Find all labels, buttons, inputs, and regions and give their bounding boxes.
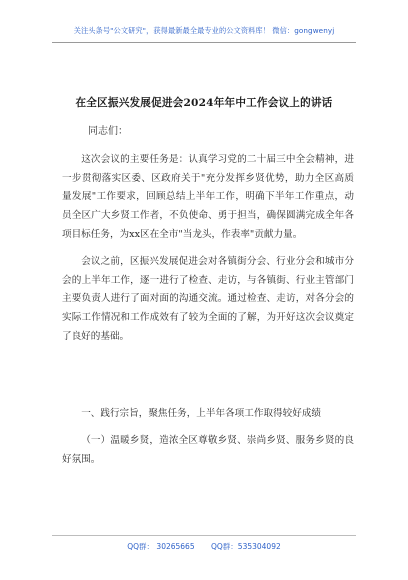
header-note: 关注头条号"公文研究"，获得最新最全最专业的公文资料库！ 微信：gongwenyj [73, 26, 335, 35]
paragraph-2: 会议之前，区振兴发展促进会对各镇街分会、行业分会和城市分会的上半年工作，逐一进行了检查、走访，与各镇街、行业主管部门主要负责人进行了面对面的沟通交流。通过检查、走访，对各分会的实际工作情况和工作成效有了较为全面的了解，为开好这次会议奠定了良好的基础。 [62, 256, 354, 342]
section-heading-1: 一、践行宗旨，聚焦任务，上半年各项工作取得较好成绩 [81, 408, 322, 419]
footer [0, 541, 408, 552]
paragraph-1: 这次会议的主要任务是：认真学习党的二十届三中全会精神，进一步贯彻落实区委、区政府关于"充分发挥乡贤优势，助力全区高质量发展"工作要求，回顾总结上半年工作，明确下半年工作重点，动员全区广大乡贤工作者，不负使命、勇于担当，确保圆满完成全年各项目标任务，为xx区在全市"当龙头，作表率"贡献力量。 [62, 154, 354, 240]
subsection-heading-1: （一）温暖乡贤，造浓全区尊敬乡贤、崇尚乡贤、服务乡贤的良好氛围。 [62, 435, 354, 465]
footer-qq-group-1: QQ群： 30265665 [127, 542, 195, 551]
footer-qq-group-2: QQ群：535304092 [211, 542, 281, 551]
salutation: 同志们： [88, 126, 128, 137]
footer-divider [52, 535, 356, 536]
header-divider [52, 42, 356, 43]
document-title: 在全区振兴发展促进会2024年年中工作会议上的讲话 [75, 97, 333, 109]
